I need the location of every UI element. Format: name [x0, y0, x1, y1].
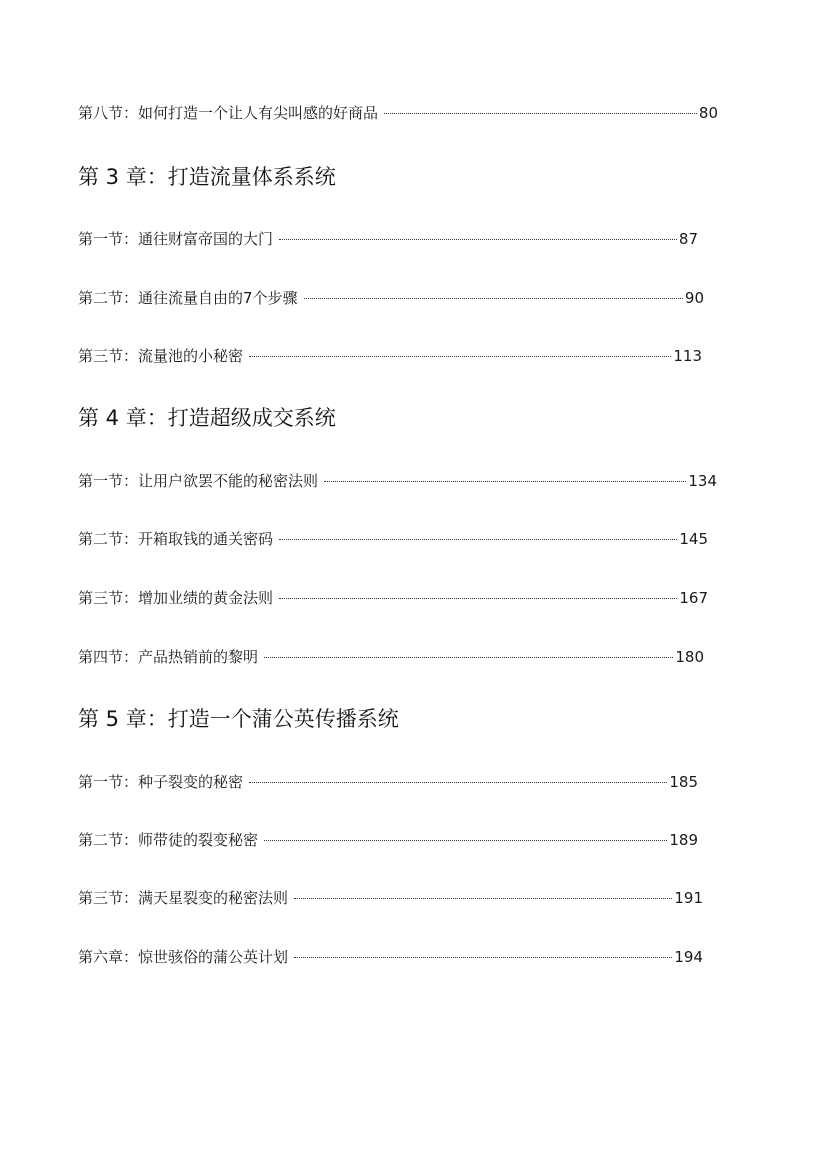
toc-entry[interactable] — [78, 469, 717, 493]
chapter-heading[interactable]: 第 5 章：打造一个蒲公英传播系统 — [78, 707, 399, 731]
toc-entry-title: 第一节：让用户欲罢不能的秘密法则 — [78, 472, 319, 490]
toc-entry-title: 第一节：通往财富帝国的大门 — [78, 230, 274, 248]
toc-entry[interactable] — [78, 344, 702, 368]
toc-entry-page: 80 — [698, 104, 718, 122]
dot-leader — [384, 113, 697, 114]
toc-entry[interactable] — [78, 886, 703, 910]
toc-entry-title: 第一节：种子裂变的秘密 — [78, 773, 244, 791]
toc-entry-page: 189 — [669, 831, 698, 849]
toc-entry[interactable] — [78, 945, 703, 969]
toc-entry-page: 167 — [679, 589, 708, 607]
dot-leader — [324, 481, 686, 482]
dot-leader — [279, 598, 677, 599]
toc-entry-page: 194 — [674, 948, 703, 966]
dot-leader — [249, 782, 667, 783]
toc-entry-page: 145 — [679, 530, 708, 548]
toc-entry-title: 第八节：如何打造一个让人有尖叫感的好商品 — [78, 104, 379, 122]
dot-leader — [264, 657, 673, 658]
toc-entry[interactable] — [78, 286, 704, 310]
toc-entry[interactable] — [78, 828, 698, 852]
dot-leader — [294, 957, 672, 958]
toc-entry-title: 第三节：流量池的小秘密 — [78, 347, 244, 365]
toc-entry-page: 180 — [675, 648, 704, 666]
dot-leader — [279, 539, 677, 540]
dot-leader — [304, 298, 683, 299]
toc-entry-title: 第三节：满天星裂变的秘密法则 — [78, 889, 289, 907]
dot-leader — [264, 840, 667, 841]
toc-entry-title: 第四节：产品热销前的黎明 — [78, 648, 259, 666]
dot-leader — [249, 356, 671, 357]
toc-entry-title: 第六章：惊世骇俗的蒲公英计划 — [78, 948, 289, 966]
chapter-heading[interactable]: 第 3 章：打造流量体系系统 — [78, 165, 336, 189]
chapter-heading[interactable]: 第 4 章：打造超级成交系统 — [78, 406, 336, 430]
dot-leader — [294, 898, 672, 899]
toc-entry-page: 90 — [684, 289, 704, 307]
toc-entry[interactable] — [78, 227, 698, 251]
toc-entry[interactable] — [78, 527, 708, 551]
toc-entry-page: 113 — [673, 347, 702, 365]
toc-entry-page: 134 — [688, 472, 717, 490]
toc-entry-title: 第三节：增加业绩的黄金法则 — [78, 589, 274, 607]
dot-leader — [279, 239, 677, 240]
toc-entry-page: 87 — [678, 230, 698, 248]
toc-entry-title: 第二节：师带徒的裂变秘密 — [78, 831, 259, 849]
toc-entry[interactable] — [78, 101, 718, 125]
toc-entry-title: 第二节：通往流量自由的7个步骤 — [78, 289, 298, 307]
toc-entry[interactable] — [78, 770, 698, 794]
toc-entry-title: 第二节：开箱取钱的通关密码 — [78, 530, 274, 548]
toc-entry-page: 191 — [674, 889, 703, 907]
toc-entry[interactable] — [78, 645, 704, 669]
toc-entry-page: 185 — [669, 773, 698, 791]
toc-entry[interactable] — [78, 586, 708, 610]
